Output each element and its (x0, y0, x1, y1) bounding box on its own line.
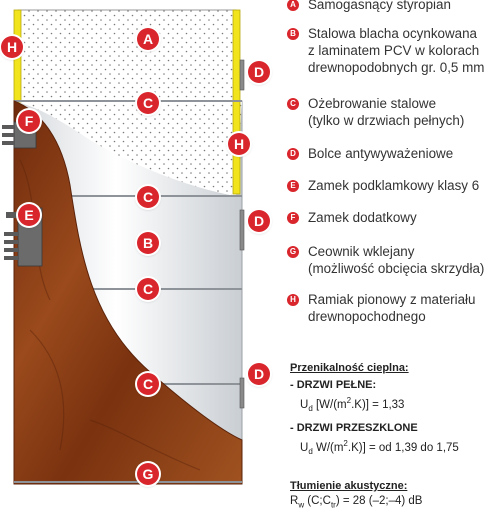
marker-h2: H (228, 133, 250, 155)
marker-c2: C (137, 186, 159, 208)
legend-bullet-g: G (287, 246, 299, 258)
marker-d3: D (248, 363, 270, 385)
marker-e: E (18, 204, 40, 226)
legend-text-e: Zamek podklamkowy klasy 6 (308, 178, 480, 193)
legend-text-a: Samogasnący styropian (308, 0, 451, 12)
thermal-title: Przenikalność cieplna: (290, 362, 409, 374)
legend-text-d: Bolce antywyważeniowe (308, 146, 454, 161)
legend-bullet-b: B (287, 28, 299, 40)
marker-g: G (137, 463, 159, 485)
marker-f: F (18, 110, 40, 132)
legend-bullet-c: C (287, 98, 299, 110)
legend-bullet-a: A (287, 0, 299, 11)
marker-c3: C (137, 278, 159, 300)
marker-d2: D (248, 210, 270, 232)
legend-text-h: Ramiak pionowy z materiału drewnopochodnego (308, 292, 476, 324)
legend-bullet-h: H (287, 294, 299, 306)
legend-text-g: Ceownik wklejany (możliwość obcięcia skrzydła) (308, 244, 485, 276)
thermal-full-value: $U_d$ $[W/(m^2.K)] = 1,33$ (300, 396, 405, 414)
legend-bullet-e: E (287, 180, 299, 192)
legend-text-f: Zamek dodatkowy (308, 210, 417, 225)
legend-bullet-f: F (287, 212, 299, 224)
legend-text-b: Stalowa blacha ocynkowana z laminatem PCV w kolorach drewnopodobnych gr. 0,5 mm (308, 26, 485, 75)
marker-c1: C (137, 92, 159, 114)
marker-h1: H (1, 36, 23, 58)
legend-bullet-d: D (287, 148, 299, 160)
marker-d1: D (248, 61, 270, 83)
marker-a: A (137, 28, 159, 50)
marker-b: B (137, 232, 159, 254)
acoustic-title: Tłumienie akustyczne: (290, 480, 408, 492)
legend-text-c: Ożebrowanie stalowe (tylko w drzwiach pełnych) (308, 96, 465, 128)
marker-c4: C (137, 373, 159, 395)
thermal-glazed-label: - DRZWI PRZESZKLONE (290, 422, 418, 434)
acoustic-value: $R_w$ $(C;C_{tr}) = 28$ (–2;–4) dB (290, 495, 423, 510)
thermal-glazed-value: $U_d$ $W/(m^2.K)$] = od 1,39 do 1,75 (300, 439, 459, 457)
thermal-full-label: - DRZWI PEŁNE: (290, 379, 377, 391)
